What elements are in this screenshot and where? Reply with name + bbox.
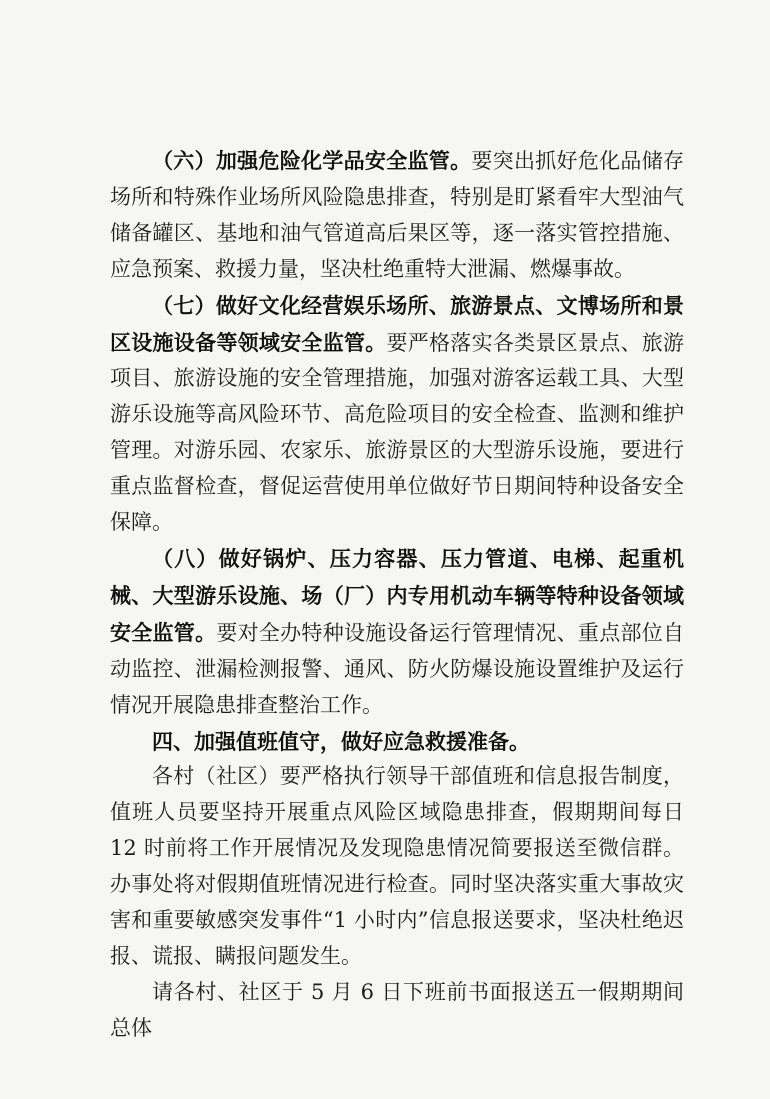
paragraph-special-equipment — [110, 541, 684, 724]
document-body — [110, 143, 684, 1047]
paragraph-tourism-safety — [110, 288, 684, 541]
paragraph-hazardous-chemicals — [110, 143, 684, 288]
paragraph-heading: （七）做好文化经营娱乐场所、旅游景点、文博场所和景区设施设备等领域安全监管。 — [110, 292, 684, 355]
paragraph-report-request: 请各村、社区于 5 月 6 日下班前书面报送五一假期期间总体 — [110, 979, 684, 1040]
paragraph-text: 要突出抓好危化品储存场所和特殊作业场所风险隐患排查，特别是盯紧看牢大型油气储备罐区、基地和油气管道高后果区等，逐一落实管控措施、应急预案、救援力量，坚决杜绝重特大泄漏、燃爆事故。 — [110, 149, 684, 281]
paragraph-text: 要对全办特种设施设备运行管理情况、重点部位自动监控、泄漏检测报警、通风、防火防爆设施设置维护及运行情况开展隐患排查整治工作。 — [110, 620, 685, 717]
paragraph-text: 要严格落实各类景区景点、旅游项目、旅游设施的安全管理措施，加强对游客运载工具、大型游乐设施等高风险环节、高危险项目的安全检查、监测和维护管理。对游乐园、农家乐、旅游景区的大型游乐设施，要进行重点监督检查，督促运营使用单位做好节日期间特种设备安全保障。 — [110, 330, 684, 535]
section-heading: 四、加强值班值守，做好应急救援准备。 — [152, 728, 530, 754]
paragraph-heading: （八）做好锅炉、压力容器、压力管道、电梯、起重机械、大型游乐设施、场（厂）内专用机动车辆等特种设备领域安全监管。 — [110, 545, 684, 645]
paragraph-heading: （六）加强危险化学品安全监管。 — [152, 148, 472, 173]
paragraph-duty-shift: 各村（社区）要严格执行领导干部值班和信息报告制度，值班人员要坚持开展重点风险区域隐患排查，假期期间每日 12 时前将工作开展情况及发现隐患情况简要报送至微信群。办事处将对假期值班情况进行检查。同时坚决落实重大事故灾害和重要敏感突发事件“1 小时内”信息报送要求，坚决杜绝迟报、谎报、瞒报问题发生。 — [110, 764, 684, 968]
